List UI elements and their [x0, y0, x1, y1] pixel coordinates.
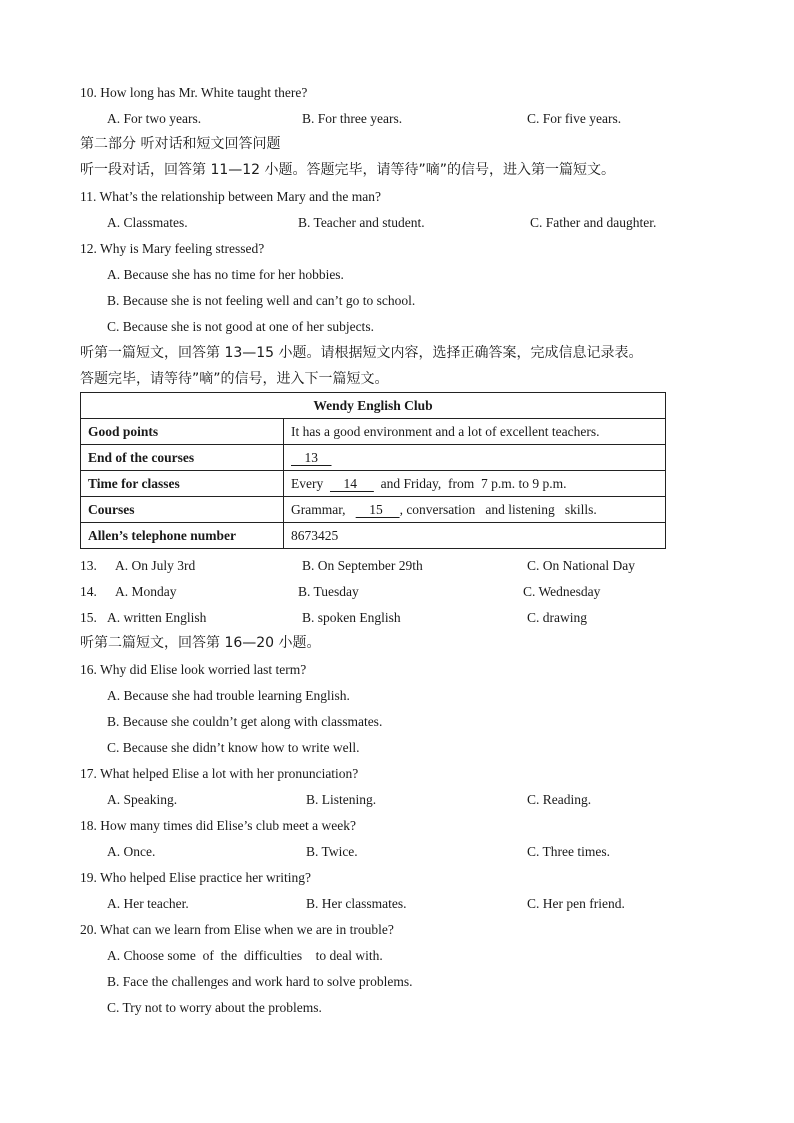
q16-stem: 16. Why did Elise look worried last term? [80, 662, 307, 677]
row-value-text: Grammar, [291, 501, 356, 517]
info-record-table [80, 392, 666, 549]
q17-option-c[interactable]: C. Reading. [527, 792, 592, 807]
q12-option-a[interactable]: A. Because she has no time for her hobbies. [107, 267, 344, 282]
q15-option-b[interactable]: B. spoken English [302, 610, 401, 625]
table-title-row [81, 393, 666, 419]
row-value-post: and Friday, from 7 p.m. to 9 p.m. [373, 475, 567, 491]
table-row [81, 497, 666, 523]
q16-option-a[interactable]: A. Because she had trouble learning English. [107, 688, 350, 703]
row-label: Good points [81, 419, 284, 445]
q12-option-b[interactable]: B. Because she is not feeling well and can’t go to school. [107, 293, 416, 308]
q15-number: 15. [80, 610, 97, 625]
row-label: Time for classes [81, 471, 284, 497]
table-row [81, 471, 666, 497]
q14-option-a[interactable]: A. Monday [115, 584, 177, 599]
q19-stem: 19. Who helped Elise practice her writing? [80, 870, 312, 885]
part2-heading: 第二部分 听对话和短文回答问题 [80, 136, 281, 152]
q20-option-a[interactable]: A. Choose some of the difficulties to deal with. [107, 948, 383, 963]
passage2-instruction: 听第二篇短文，回答第 16—20 小题。 [80, 635, 321, 651]
blank-13[interactable]: 13 [291, 449, 332, 465]
row-label: Allen’s telephone number [81, 523, 284, 549]
q14-option-c[interactable]: C. Wednesday [523, 584, 601, 599]
q18-stem: 18. How many times did Elise’s club meet a week? [80, 818, 356, 833]
row-value-text: 8673425 [291, 527, 339, 543]
q19-option-c[interactable]: C. Her pen friend. [527, 896, 625, 911]
passage1-instruction-line2: 答题完毕，请等待”嘀”的信号，进入下一篇短文。 [80, 371, 389, 387]
table-row [81, 523, 666, 549]
row-label: End of the courses [81, 445, 284, 471]
q20-stem: 20. What can we learn from Elise when we are in trouble? [80, 922, 394, 937]
row-value [284, 471, 666, 497]
q17-stem: 17. What helped Elise a lot with her pronunciation? [80, 766, 359, 781]
q17-option-a[interactable]: A. Speaking. [107, 792, 178, 807]
blank-14[interactable]: 14 [329, 475, 374, 491]
q18-option-c[interactable]: C. Three times. [527, 844, 610, 859]
row-value-text: Every [291, 475, 330, 491]
q12-option-c[interactable]: C. Because she is not good at one of her subjects. [107, 319, 374, 334]
q11-stem: 11. What’s the relationship between Mary and the man? [80, 189, 382, 204]
q13-number: 13. [80, 558, 97, 573]
row-value-post: , conversation and listening skills. [399, 501, 597, 517]
q10-option-c[interactable]: C. For five years. [527, 111, 622, 126]
q13-option-b[interactable]: B. On September 29th [302, 558, 423, 573]
part2-instruction: 听一段对话，回答第 11—12 小题。答题完毕，请等待”嘀”的信号，进入第一篇短文。 [80, 162, 616, 178]
table-row [81, 419, 666, 445]
q10-stem: 10. How long has Mr. White taught there? [80, 85, 308, 100]
q18-option-b[interactable]: B. Twice. [306, 844, 358, 859]
blank-15[interactable]: 15 [355, 501, 400, 517]
q20-option-c[interactable]: C. Try not to worry about the problems. [107, 1000, 322, 1015]
q11-option-a[interactable]: A. Classmates. [107, 215, 188, 230]
passage1-instruction-line1: 听第一篇短文，回答第 13—15 小题。请根据短文内容，选择正确答案，完成信息记录表。 [80, 345, 643, 361]
table-row [81, 445, 666, 471]
q13-option-c[interactable]: C. On National Day [527, 558, 635, 573]
q11-option-c[interactable]: C. Father and daughter. [530, 215, 657, 230]
q11-option-b[interactable]: B. Teacher and student. [298, 215, 425, 230]
q12-stem: 12. Why is Mary feeling stressed? [80, 241, 265, 256]
q15-option-a[interactable]: A. written English [107, 610, 207, 625]
q18-option-a[interactable]: A. Once. [107, 844, 156, 859]
table-title: Wendy English Club [81, 393, 666, 419]
q14-option-b[interactable]: B. Tuesday [298, 584, 359, 599]
row-value [284, 445, 666, 471]
row-value [284, 419, 666, 445]
q16-option-b[interactable]: B. Because she couldn’t get along with classmates. [107, 714, 383, 729]
q20-option-b[interactable]: B. Face the challenges and work hard to solve problems. [107, 974, 413, 989]
q15-option-c[interactable]: C. drawing [527, 610, 587, 625]
q10-option-a[interactable]: A. For two years. [107, 111, 202, 126]
row-value [284, 497, 666, 523]
row-value [284, 523, 666, 549]
row-value-text: It has a good environment and a lot of excellent teachers. [291, 423, 600, 439]
q13-option-a[interactable]: A. On July 3rd [115, 558, 196, 573]
row-label: Courses [81, 497, 284, 523]
q16-option-c[interactable]: C. Because she didn’t know how to write well. [107, 740, 360, 755]
q14-number: 14. [80, 584, 97, 599]
q19-option-b[interactable]: B. Her classmates. [306, 896, 407, 911]
q10-option-b[interactable]: B. For three years. [302, 111, 403, 126]
q19-option-a[interactable]: A. Her teacher. [107, 896, 189, 911]
q17-option-b[interactable]: B. Listening. [306, 792, 377, 807]
